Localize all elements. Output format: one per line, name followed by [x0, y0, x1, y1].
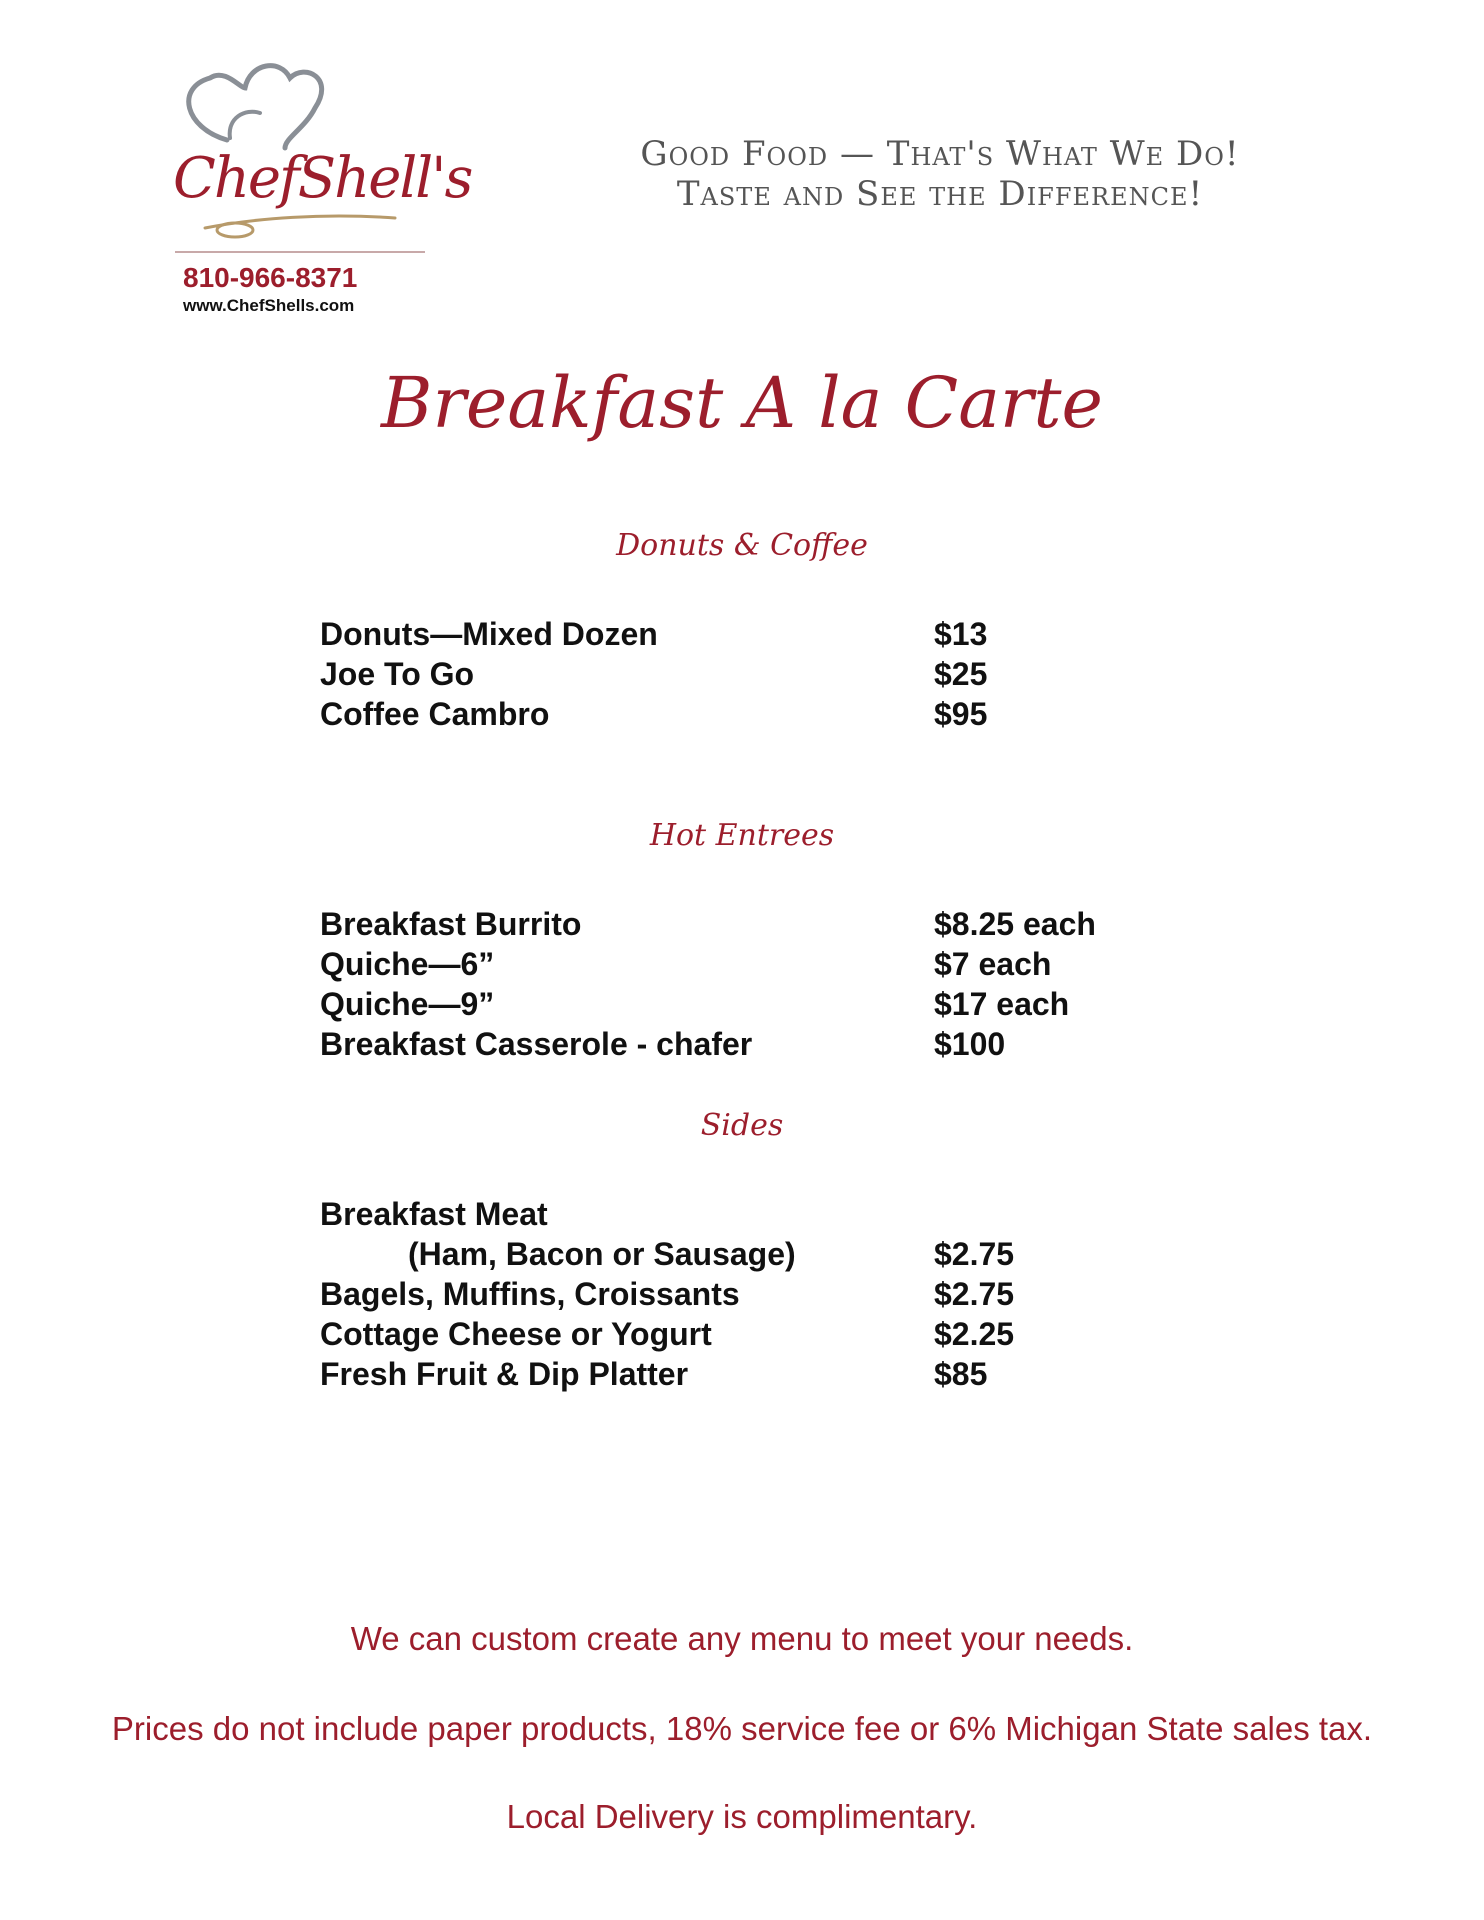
tagline [560, 134, 1320, 214]
logo [165, 58, 472, 318]
website-url: www.ChefShells.com [183, 296, 355, 315]
menu-item [320, 654, 1220, 694]
tagline-line-2: Taste and See the Difference! [676, 174, 1204, 214]
section-heading-donuts-coffee: Donuts & Coffee [616, 528, 868, 563]
custom-menu-note: We can custom create any menu to meet your needs. [350, 1620, 1134, 1657]
menu-item [320, 984, 1220, 1024]
item-name: Breakfast Meat [320, 1196, 548, 1232]
item-price: $2.75 [934, 1236, 1015, 1272]
menu-item [320, 944, 1220, 984]
item-name: Quiche—6” [320, 946, 495, 982]
item-name: Coffee Cambro [320, 696, 550, 732]
menu-item [320, 1234, 1220, 1274]
item-name: Quiche—9” [320, 986, 495, 1022]
item-name: Joe To Go [320, 656, 475, 692]
item-name: Cottage Cheese or Yogurt [320, 1316, 712, 1352]
menu-list-hot-entrees [320, 904, 1220, 1064]
item-price: $17 each [934, 986, 1070, 1022]
item-name: Breakfast Burrito [320, 906, 582, 942]
menu-item [320, 1194, 1220, 1234]
item-name: Donuts—Mixed Dozen [320, 616, 658, 652]
item-price: $95 [934, 696, 988, 732]
item-price: $2.75 [934, 1276, 1015, 1312]
menu-item [320, 1314, 1220, 1354]
delivery-note: Local Delivery is complimentary. [506, 1798, 978, 1835]
item-price: $100 [934, 1026, 1006, 1062]
item-name: Fresh Fruit & Dip Platter [320, 1356, 689, 1392]
logo-name: ChefShell's [173, 146, 472, 211]
menu-list-sides [320, 1194, 1220, 1394]
item-price: $85 [934, 1356, 988, 1392]
item-name: (Ham, Bacon or Sausage) [408, 1236, 796, 1272]
item-price: $7 each [934, 946, 1052, 982]
menu-item [320, 694, 1220, 734]
item-price: $25 [934, 656, 988, 692]
menu-item [320, 614, 1220, 654]
menu-item [320, 1274, 1220, 1314]
pricing-note: Prices do not include paper products, 18% service fee or 6% Michigan State sales tax. [111, 1710, 1373, 1747]
section-heading-sides: Sides [700, 1108, 784, 1143]
menu-item [320, 1024, 1220, 1064]
menu-list-donuts-coffee [320, 614, 1220, 734]
page-title: Breakfast A la Carte [381, 362, 1103, 444]
item-name: Bagels, Muffins, Croissants [320, 1276, 740, 1312]
phone-number: 810-966-8371 [183, 262, 358, 293]
item-name: Breakfast Casserole - chafer [320, 1026, 753, 1062]
item-price: $13 [934, 616, 988, 652]
item-price: $8.25 each [934, 906, 1096, 942]
item-price: $2.25 [934, 1316, 1015, 1352]
menu-item [320, 1354, 1220, 1394]
section-heading-hot-entrees: Hot Entrees [649, 818, 835, 853]
menu-item [320, 904, 1220, 944]
tagline-line-1: Good Food — That's What We Do! [640, 134, 1240, 174]
